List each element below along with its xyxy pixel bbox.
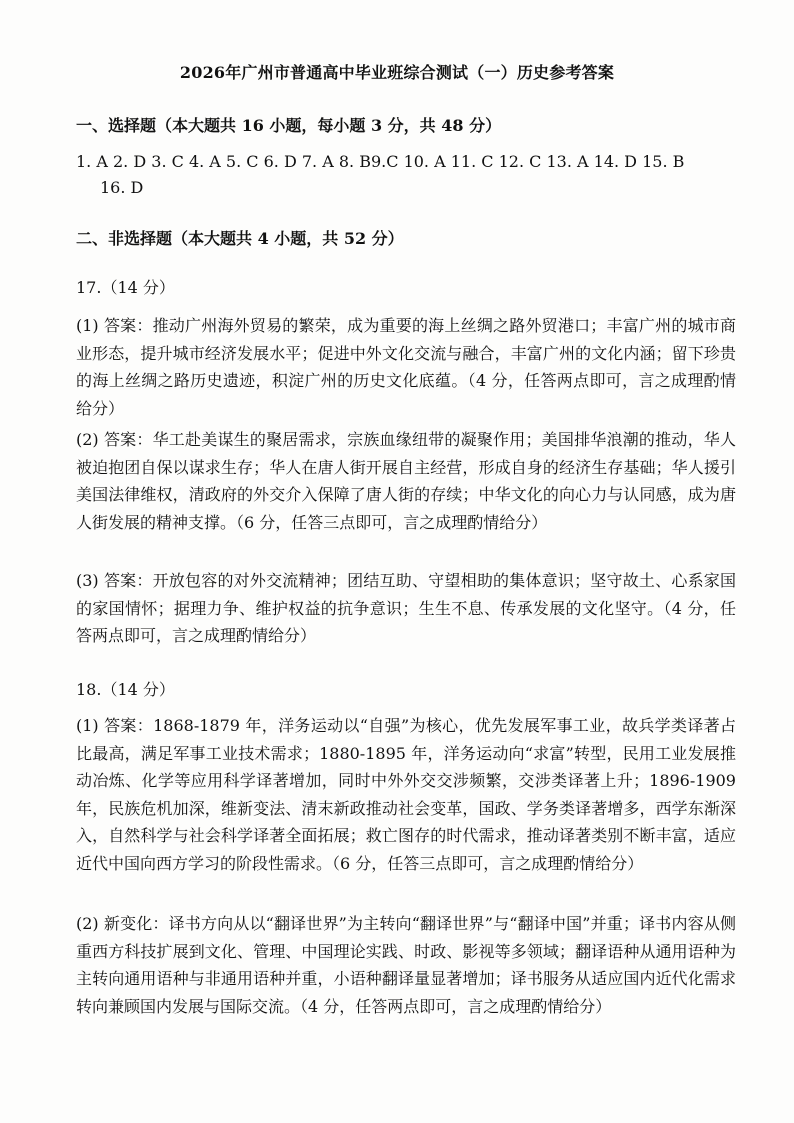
q17-part1-answer: (1) 答案：推动广州海外贸易的繁荣，成为重要的海上丝绸之路外贸港口；丰富广州的城市商业形态，提升城市经济发展水平；促进中外文化交流与融合，丰富广州的文化内涵；留下珍贵的海上丝绸之路历史遗迹，积淀广州的历史文化底蕴。（4 分，任答两点即可，言之成理酌情给分） — [76, 316, 736, 418]
q17-label: 17.（14 分） — [76, 278, 175, 297]
q17-part3-answer: (3) 答案：开放包容的对外交流精神；团结互助、守望相助的集体意识；坚守故土、心系家国的家国情怀；据理力争、维护权益的抗争意识；生生不息、传承发展的文化坚守。（4 分，任答两点即可，言之成理酌情给分） — [76, 571, 736, 645]
mc-answers-line2: 16. D — [100, 178, 144, 197]
q18-part1-answer: (1) 答案：1868-1879 年，洋务运动以“自强”为核心，优先发展军事工业，故兵学类译著占比最高，满足军事工业技术需求；1880-1895 年，洋务运动向“求富”转型，民用工业发展推动冶炼、化学等应用科学译著增加，同时中外外交交涉频繁，交涉类译著上升；1896-1909 年，民族危机加深，维新变法、清末新政推动社会变革，国政、学务类译著增多，西学东渐深入，自然科学与社会科学译著全面拓展；救亡图存的时代需求，推动译著类别不断丰富，适应近代中国向西方学习的阶段性需求。（6 分，任答三点即可，言之成理酌情给分） — [76, 716, 736, 873]
mc-answers-line1: 1. A 2. D 3. C 4. A 5. C 6. D 7. A 8. B9.C 10. A 11. C 12. C 13. A 14. D 15. B — [76, 152, 685, 171]
q18-label: 18.（14 分） — [76, 680, 175, 699]
document-title: 2026年广州市普通高中毕业班综合测试（一）历史参考答案 — [179, 63, 615, 82]
section2-heading: 二、非选择题（本大题共 4 小题，共 52 分） — [76, 229, 404, 248]
section1-heading: 一、选择题（本大题共 16 小题，每小题 3 分，共 48 分） — [76, 116, 502, 135]
q18-part2-answer: (2) 新变化：译书方向从以“翻译世界”为主转向“翻译世界”与“翻译中国”并重；译书内容从侧重西方科技扩展到文化、管理、中国理论实践、时政、影视等多领域；翻译语种从通用语种为主转向通用语种与非通用语种并重，小语种翻译量显著增加；译书服务从适应国内近代化需求转向兼顾国内发展与国际交流。（4 分，任答两点即可，言之成理酌情给分） — [76, 914, 736, 1016]
q17-part2-answer: (2) 答案：华工赴美谋生的聚居需求，宗族血缘纽带的凝聚作用；美国排华浪潮的推动，华人被迫抱团自保以谋求生存；华人在唐人街开展自主经营，形成自身的经济生存基础；华人援引美国法律维权，清政府的外交介入保障了唐人街的存续；中华文化的向心力与认同感，成为唐人街发展的精神支撑。（6 分，任答三点即可，言之成理酌情给分） — [76, 430, 736, 532]
